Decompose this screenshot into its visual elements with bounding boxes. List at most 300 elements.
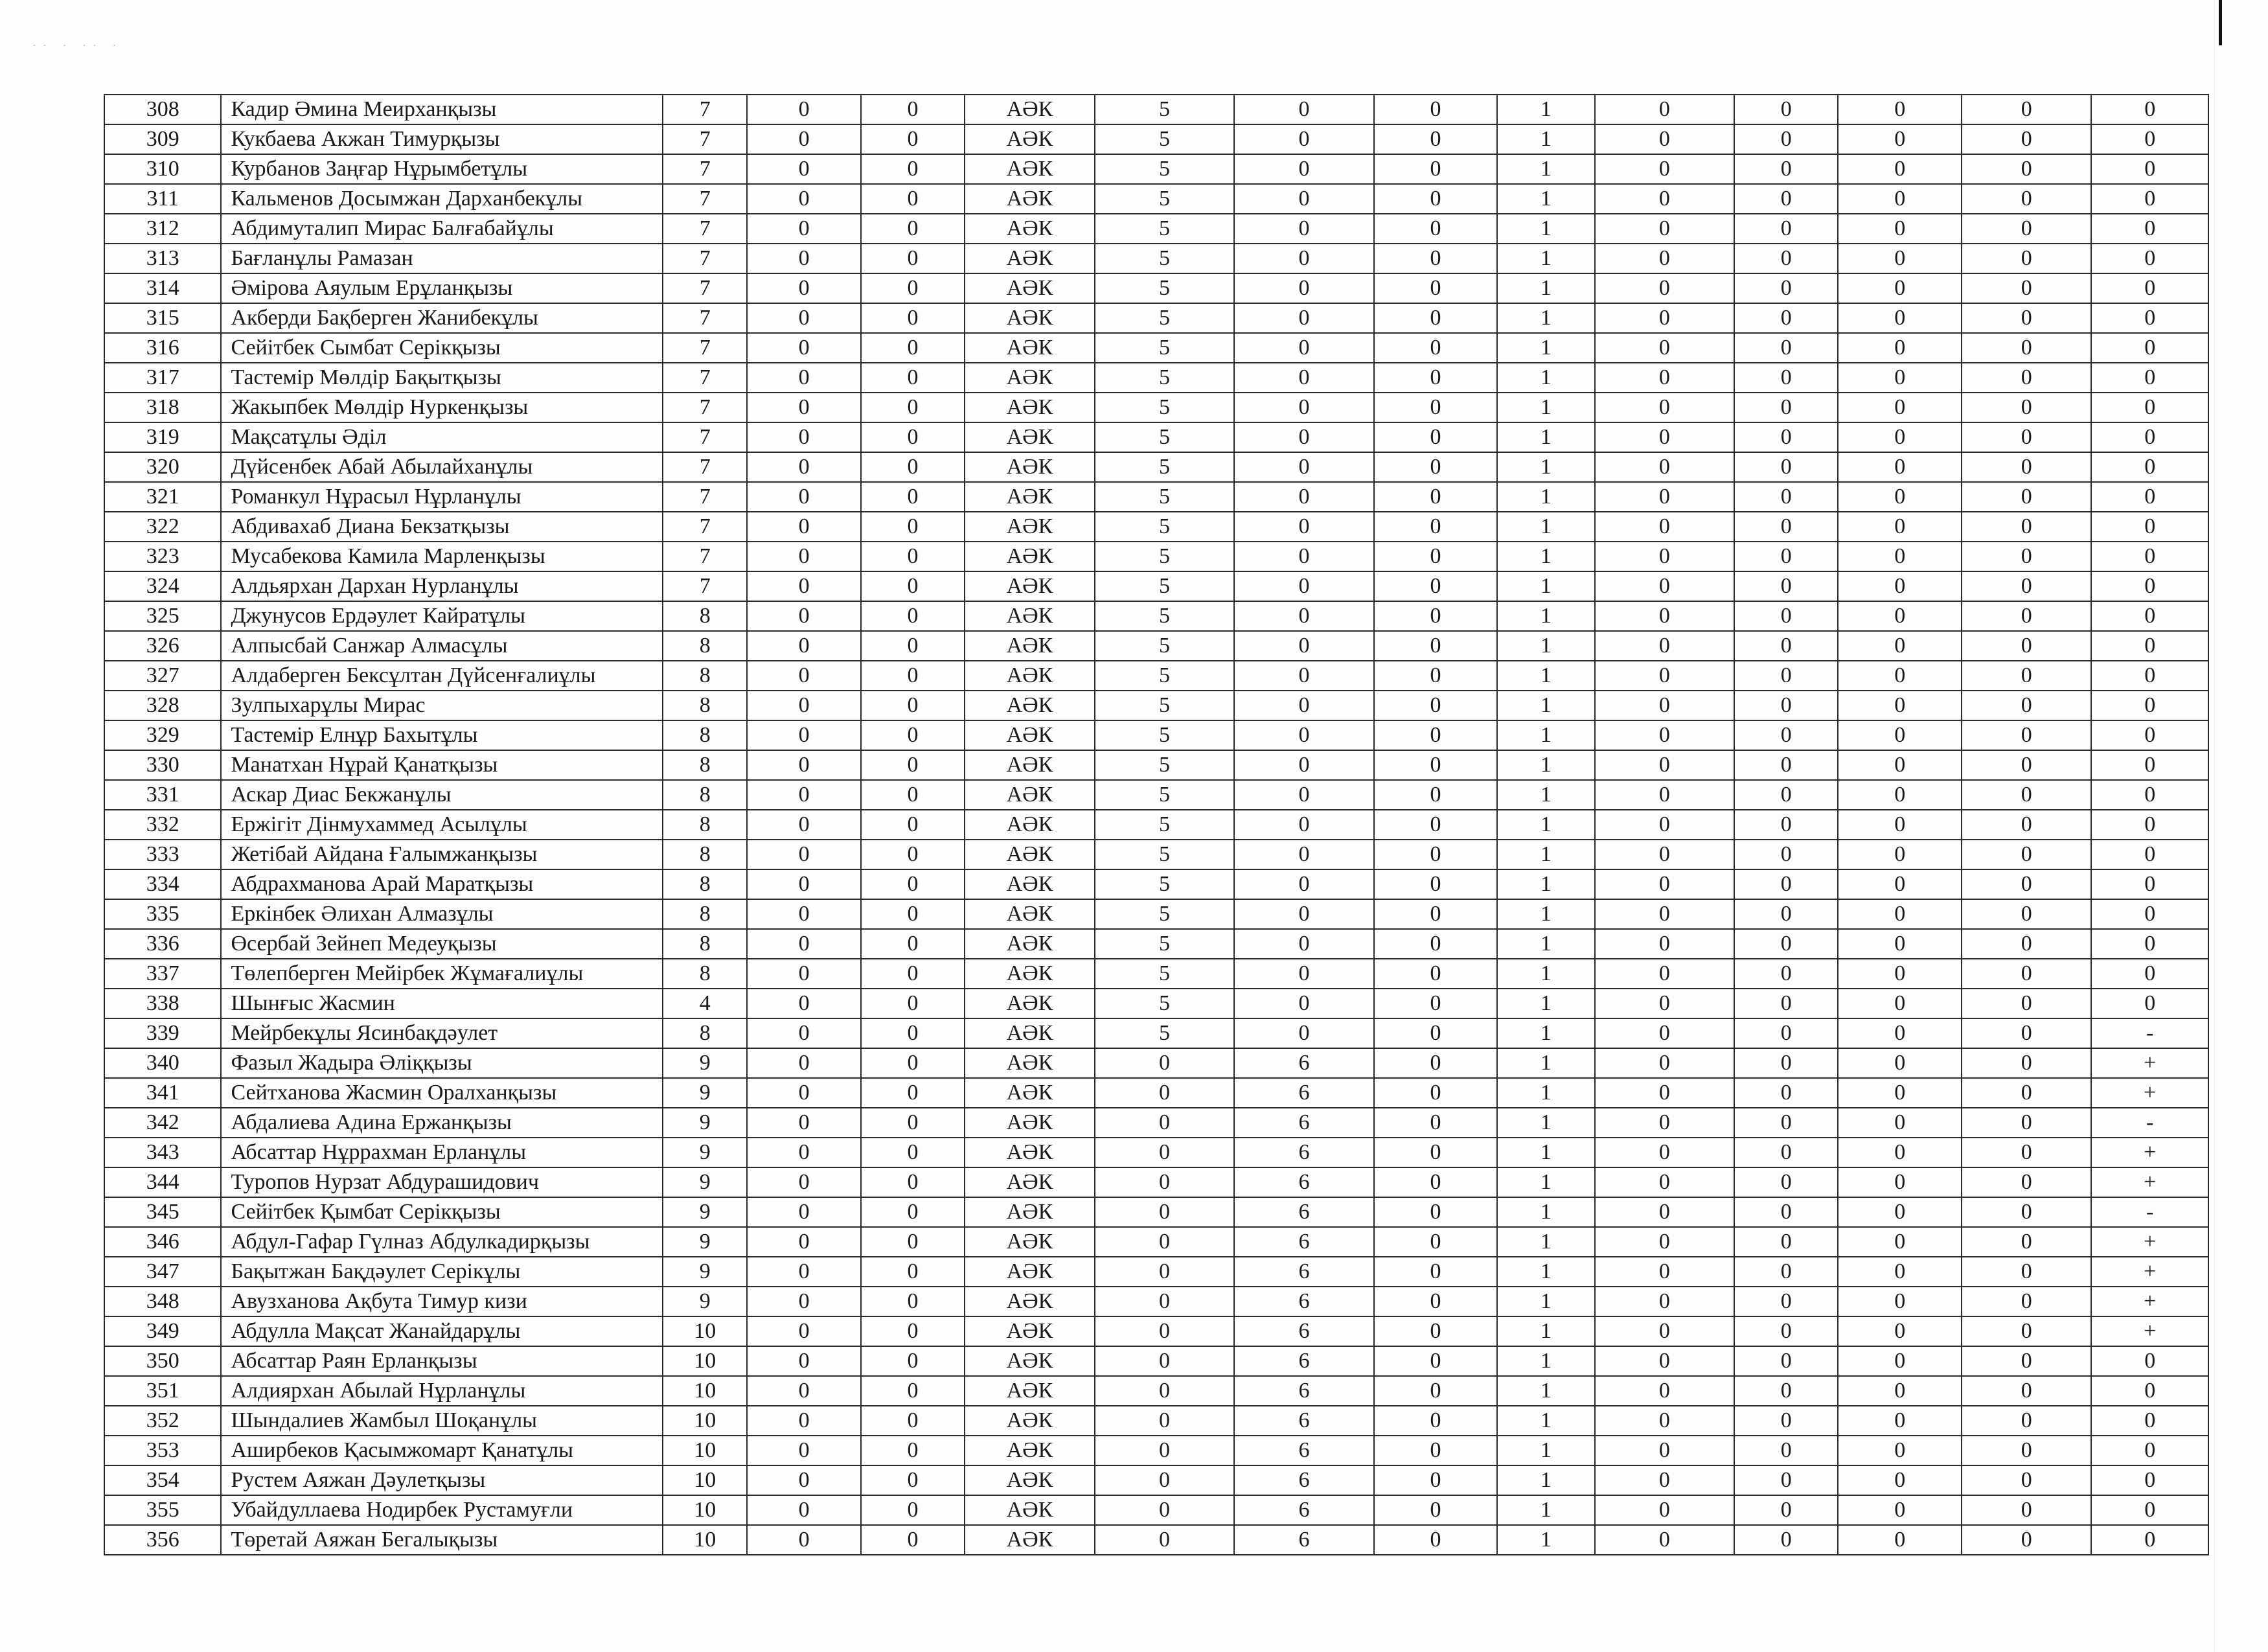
row-number-cell: 356: [104, 1525, 221, 1555]
col-11-cell: 0: [1595, 869, 1735, 899]
col-8-cell: 6: [1234, 1287, 1374, 1316]
col-8-cell: 0: [1234, 929, 1374, 959]
student-name-cell: Өсербай Зейнеп Медеуқызы: [221, 929, 663, 959]
col-9-cell: 0: [1374, 869, 1497, 899]
col-9-cell: 0: [1374, 1167, 1497, 1197]
col-14-cell: 0: [1962, 512, 2091, 542]
row-number-cell: 350: [104, 1346, 221, 1376]
col-5-cell: 0: [861, 542, 965, 571]
col-5-cell: 0: [861, 840, 965, 869]
col-9-cell: 0: [1374, 393, 1497, 422]
col-10-cell: 1: [1497, 542, 1594, 571]
col-9-cell: 0: [1374, 1465, 1497, 1495]
table-row: [104, 1465, 2208, 1495]
col-9-cell: 0: [1374, 1257, 1497, 1287]
col-5-cell: 0: [861, 601, 965, 631]
table-body: [104, 95, 2208, 1555]
col-9-cell: 0: [1374, 512, 1497, 542]
language-cell: АӘК: [965, 1465, 1094, 1495]
col-11-cell: 0: [1595, 363, 1735, 393]
col-11-cell: 0: [1595, 482, 1735, 512]
col-5-cell: 0: [861, 989, 965, 1018]
col-12-cell: 0: [1734, 1197, 1838, 1227]
col-9-cell: 0: [1374, 1376, 1497, 1406]
grade-cell: 7: [663, 154, 747, 184]
col-15-cell: 0: [2091, 482, 2208, 512]
language-cell: АӘК: [965, 1495, 1094, 1525]
col-4-cell: 0: [747, 1346, 860, 1376]
col-14-cell: 0: [1962, 1227, 2091, 1257]
col-8-cell: 0: [1234, 810, 1374, 840]
col-10-cell: 1: [1497, 1048, 1594, 1078]
language-cell: АӘК: [965, 1197, 1094, 1227]
col-9-cell: 0: [1374, 452, 1497, 482]
grade-cell: 8: [663, 899, 747, 929]
col-11-cell: 0: [1595, 661, 1735, 691]
col-7-cell: 5: [1095, 780, 1235, 810]
col-11-cell: 0: [1595, 571, 1735, 601]
col-5-cell: 0: [861, 661, 965, 691]
col-14-cell: 0: [1962, 542, 2091, 571]
col-11-cell: 0: [1595, 1018, 1735, 1048]
col-15-cell: 0: [2091, 571, 2208, 601]
col-9-cell: 0: [1374, 1495, 1497, 1525]
grade-cell: 10: [663, 1316, 747, 1346]
col-7-cell: 0: [1095, 1495, 1235, 1525]
scan-edge-mark: [2219, 0, 2222, 45]
grade-cell: 8: [663, 810, 747, 840]
language-cell: АӘК: [965, 512, 1094, 542]
grade-cell: 8: [663, 1018, 747, 1048]
student-name-cell: Тастемір Мөлдір Бақытқызы: [221, 363, 663, 393]
col-7-cell: 5: [1095, 393, 1235, 422]
col-11-cell: 0: [1595, 1465, 1735, 1495]
grade-cell: 7: [663, 124, 747, 154]
col-14-cell: 0: [1962, 571, 2091, 601]
col-5-cell: 0: [861, 631, 965, 661]
student-name-cell: Зулпыхарұлы Мирас: [221, 691, 663, 720]
col-15-cell: 0: [2091, 422, 2208, 452]
col-12-cell: 0: [1734, 124, 1838, 154]
col-9-cell: 0: [1374, 482, 1497, 512]
col-4-cell: 0: [747, 393, 860, 422]
col-11-cell: 0: [1595, 601, 1735, 631]
col-4-cell: 0: [747, 1376, 860, 1406]
col-4-cell: 0: [747, 1316, 860, 1346]
table-row: [104, 750, 2208, 780]
col-14-cell: 0: [1962, 869, 2091, 899]
table-row: [104, 303, 2208, 333]
col-8-cell: 6: [1234, 1197, 1374, 1227]
language-cell: АӘК: [965, 750, 1094, 780]
col-13-cell: 0: [1838, 899, 1961, 929]
col-14-cell: 0: [1962, 1257, 2091, 1287]
col-4-cell: 0: [747, 571, 860, 601]
student-name-cell: Дүйсенбек Абай Абылайханұлы: [221, 452, 663, 482]
col-12-cell: 0: [1734, 869, 1838, 899]
col-13-cell: 0: [1838, 1406, 1961, 1436]
col-13-cell: 0: [1838, 959, 1961, 989]
col-13-cell: 0: [1838, 929, 1961, 959]
student-name-cell: Манатхан Нұрай Қанатқызы: [221, 750, 663, 780]
table-row: [104, 244, 2208, 273]
col-11-cell: 0: [1595, 1048, 1735, 1078]
row-number-cell: 331: [104, 780, 221, 810]
col-5-cell: 0: [861, 333, 965, 363]
row-number-cell: 314: [104, 273, 221, 303]
language-cell: АӘК: [965, 1257, 1094, 1287]
language-cell: АӘК: [965, 303, 1094, 333]
col-14-cell: 0: [1962, 333, 2091, 363]
student-name-cell: Сейітбек Сымбат Серікқызы: [221, 333, 663, 363]
grade-cell: 10: [663, 1406, 747, 1436]
table-row: [104, 124, 2208, 154]
table-row: [104, 989, 2208, 1018]
col-11-cell: 0: [1595, 95, 1735, 124]
student-name-cell: Мақсатұлы Әділ: [221, 422, 663, 452]
col-12-cell: 0: [1734, 1525, 1838, 1555]
col-13-cell: 0: [1838, 422, 1961, 452]
table-row: [104, 601, 2208, 631]
row-number-cell: 322: [104, 512, 221, 542]
table-row: [104, 422, 2208, 452]
col-14-cell: 0: [1962, 124, 2091, 154]
col-15-cell: +: [2091, 1287, 2208, 1316]
col-9-cell: 0: [1374, 1018, 1497, 1048]
col-8-cell: 6: [1234, 1525, 1374, 1555]
col-15-cell: 0: [2091, 929, 2208, 959]
col-5-cell: 0: [861, 869, 965, 899]
grade-cell: 10: [663, 1465, 747, 1495]
student-name-cell: Абдимуталип Мирас Балғабайұлы: [221, 214, 663, 244]
col-10-cell: 1: [1497, 452, 1594, 482]
table-row: [104, 631, 2208, 661]
table-row: [104, 1287, 2208, 1316]
col-10-cell: 1: [1497, 1197, 1594, 1227]
row-number-cell: 351: [104, 1376, 221, 1406]
col-5-cell: 0: [861, 95, 965, 124]
col-7-cell: 5: [1095, 214, 1235, 244]
col-4-cell: 0: [747, 661, 860, 691]
language-cell: АӘК: [965, 244, 1094, 273]
student-name-cell: Фазыл Жадыра Әліққызы: [221, 1048, 663, 1078]
col-9-cell: 0: [1374, 124, 1497, 154]
col-11-cell: 0: [1595, 959, 1735, 989]
row-number-cell: 326: [104, 631, 221, 661]
language-cell: АӘК: [965, 631, 1094, 661]
col-4-cell: 0: [747, 899, 860, 929]
col-10-cell: 1: [1497, 482, 1594, 512]
col-8-cell: 0: [1234, 482, 1374, 512]
col-8-cell: 6: [1234, 1465, 1374, 1495]
col-8-cell: 0: [1234, 214, 1374, 244]
col-13-cell: 0: [1838, 452, 1961, 482]
table-row: [104, 512, 2208, 542]
col-4-cell: 0: [747, 1078, 860, 1108]
col-7-cell: 5: [1095, 333, 1235, 363]
student-name-cell: Кадир Әмина Меирханқызы: [221, 95, 663, 124]
col-5-cell: 0: [861, 959, 965, 989]
row-number-cell: 334: [104, 869, 221, 899]
col-14-cell: 0: [1962, 720, 2091, 750]
col-13-cell: 0: [1838, 869, 1961, 899]
language-cell: АӘК: [965, 810, 1094, 840]
col-11-cell: 0: [1595, 1257, 1735, 1287]
table-row: [104, 1376, 2208, 1406]
col-15-cell: 0: [2091, 1465, 2208, 1495]
col-11-cell: 0: [1595, 393, 1735, 422]
col-7-cell: 5: [1095, 840, 1235, 869]
col-7-cell: 0: [1095, 1436, 1235, 1465]
language-cell: АӘК: [965, 1138, 1094, 1167]
col-12-cell: 0: [1734, 512, 1838, 542]
row-number-cell: 330: [104, 750, 221, 780]
col-4-cell: 0: [747, 929, 860, 959]
col-4-cell: 0: [747, 1138, 860, 1167]
col-7-cell: 0: [1095, 1257, 1235, 1287]
col-10-cell: 1: [1497, 1227, 1594, 1257]
row-number-cell: 336: [104, 929, 221, 959]
col-10-cell: 1: [1497, 1436, 1594, 1465]
col-10-cell: 1: [1497, 1316, 1594, 1346]
col-13-cell: 0: [1838, 1227, 1961, 1257]
col-9-cell: 0: [1374, 989, 1497, 1018]
col-12-cell: 0: [1734, 571, 1838, 601]
col-4-cell: 0: [747, 720, 860, 750]
language-cell: АӘК: [965, 869, 1094, 899]
col-10-cell: 1: [1497, 1138, 1594, 1167]
col-5-cell: 0: [861, 393, 965, 422]
col-15-cell: 0: [2091, 631, 2208, 661]
col-11-cell: 0: [1595, 244, 1735, 273]
col-15-cell: 0: [2091, 363, 2208, 393]
col-14-cell: 0: [1962, 1346, 2091, 1376]
col-15-cell: 0: [2091, 273, 2208, 303]
col-11-cell: 0: [1595, 1287, 1735, 1316]
col-15-cell: 0: [2091, 95, 2208, 124]
col-15-cell: +: [2091, 1138, 2208, 1167]
col-12-cell: 0: [1734, 303, 1838, 333]
student-name-cell: Алдиярхан Абылай Нұрланұлы: [221, 1376, 663, 1406]
table-row: [104, 1108, 2208, 1138]
col-8-cell: 0: [1234, 95, 1374, 124]
scan-speckles: ·· · ·· ·: [32, 39, 123, 52]
col-4-cell: 0: [747, 840, 860, 869]
language-cell: АӘК: [965, 1227, 1094, 1257]
table-row: [104, 1495, 2208, 1525]
col-9-cell: 0: [1374, 273, 1497, 303]
col-15-cell: 0: [2091, 124, 2208, 154]
col-9-cell: 0: [1374, 661, 1497, 691]
table-row: [104, 393, 2208, 422]
col-12-cell: 0: [1734, 780, 1838, 810]
col-15-cell: 0: [2091, 333, 2208, 363]
col-9-cell: 0: [1374, 214, 1497, 244]
col-9-cell: 0: [1374, 1525, 1497, 1555]
student-name-cell: Бақытжан Бақдәулет Серікұлы: [221, 1257, 663, 1287]
student-name-cell: Жакыпбек Мөлдір Нуркенқызы: [221, 393, 663, 422]
table-row: [104, 1346, 2208, 1376]
col-9-cell: 0: [1374, 1406, 1497, 1436]
col-5-cell: 0: [861, 929, 965, 959]
col-4-cell: 0: [747, 1108, 860, 1138]
col-14-cell: 0: [1962, 1018, 2091, 1048]
col-12-cell: 0: [1734, 1465, 1838, 1495]
col-8-cell: 0: [1234, 661, 1374, 691]
grade-cell: 7: [663, 214, 747, 244]
col-11-cell: 0: [1595, 750, 1735, 780]
student-name-cell: Абсаттар Раян Ерланқызы: [221, 1346, 663, 1376]
col-10-cell: 1: [1497, 1525, 1594, 1555]
col-11-cell: 0: [1595, 1197, 1735, 1227]
grade-cell: 8: [663, 720, 747, 750]
col-4-cell: 0: [747, 184, 860, 214]
col-4-cell: 0: [747, 1018, 860, 1048]
student-name-cell: Жетібай Айдана Ғалымжанқызы: [221, 840, 663, 869]
col-14-cell: 0: [1962, 244, 2091, 273]
col-11-cell: 0: [1595, 1346, 1735, 1376]
col-10-cell: 1: [1497, 810, 1594, 840]
col-5-cell: 0: [861, 452, 965, 482]
row-number-cell: 355: [104, 1495, 221, 1525]
col-5-cell: 0: [861, 184, 965, 214]
col-14-cell: 0: [1962, 929, 2091, 959]
table-row: [104, 214, 2208, 244]
table-row: [104, 482, 2208, 512]
col-14-cell: 0: [1962, 959, 2091, 989]
student-name-cell: Кукбаева Акжан Тимурқызы: [221, 124, 663, 154]
col-11-cell: 0: [1595, 303, 1735, 333]
col-10-cell: 1: [1497, 1346, 1594, 1376]
col-10-cell: 1: [1497, 1018, 1594, 1048]
col-11-cell: 0: [1595, 1108, 1735, 1138]
language-cell: АӘК: [965, 780, 1094, 810]
col-10-cell: 1: [1497, 422, 1594, 452]
col-7-cell: 5: [1095, 303, 1235, 333]
col-12-cell: 0: [1734, 363, 1838, 393]
grade-cell: 7: [663, 363, 747, 393]
col-8-cell: 6: [1234, 1436, 1374, 1465]
language-cell: АӘК: [965, 393, 1094, 422]
col-13-cell: 0: [1838, 661, 1961, 691]
col-4-cell: 0: [747, 810, 860, 840]
col-7-cell: 5: [1095, 512, 1235, 542]
col-11-cell: 0: [1595, 691, 1735, 720]
row-number-cell: 312: [104, 214, 221, 244]
col-15-cell: +: [2091, 1048, 2208, 1078]
language-cell: АӘК: [965, 184, 1094, 214]
col-4-cell: 0: [747, 422, 860, 452]
col-9-cell: 0: [1374, 780, 1497, 810]
student-name-cell: Абдул-Гафар Гүлназ Абдулкадирқызы: [221, 1227, 663, 1257]
col-9-cell: 0: [1374, 840, 1497, 869]
col-11-cell: 0: [1595, 1406, 1735, 1436]
grade-cell: 8: [663, 869, 747, 899]
col-15-cell: 0: [2091, 512, 2208, 542]
student-name-cell: Аскар Диас Бекжанұлы: [221, 780, 663, 810]
language-cell: АӘК: [965, 273, 1094, 303]
col-5-cell: 0: [861, 482, 965, 512]
col-4-cell: 0: [747, 1406, 860, 1436]
col-11-cell: 0: [1595, 512, 1735, 542]
language-cell: АӘК: [965, 1346, 1094, 1376]
col-4-cell: 0: [747, 959, 860, 989]
student-name-cell: Тастемір Елнұр Бахытұлы: [221, 720, 663, 750]
student-name-cell: Абдрахманова Арай Маратқызы: [221, 869, 663, 899]
col-11-cell: 0: [1595, 840, 1735, 869]
col-9-cell: 0: [1374, 1227, 1497, 1257]
col-13-cell: 0: [1838, 244, 1961, 273]
col-13-cell: 0: [1838, 1257, 1961, 1287]
col-10-cell: 1: [1497, 899, 1594, 929]
col-7-cell: 5: [1095, 482, 1235, 512]
col-9-cell: 0: [1374, 244, 1497, 273]
col-9-cell: 0: [1374, 542, 1497, 571]
col-10-cell: 1: [1497, 750, 1594, 780]
col-10-cell: 1: [1497, 333, 1594, 363]
grade-cell: 7: [663, 244, 747, 273]
grade-cell: 7: [663, 333, 747, 363]
col-8-cell: 0: [1234, 393, 1374, 422]
col-5-cell: 0: [861, 1316, 965, 1346]
col-5-cell: 0: [861, 1406, 965, 1436]
language-cell: АӘК: [965, 124, 1094, 154]
col-5-cell: 0: [861, 780, 965, 810]
col-13-cell: 0: [1838, 1018, 1961, 1048]
col-7-cell: 0: [1095, 1406, 1235, 1436]
col-13-cell: 0: [1838, 1138, 1961, 1167]
col-15-cell: 0: [2091, 1436, 2208, 1465]
row-number-cell: 333: [104, 840, 221, 869]
language-cell: АӘК: [965, 959, 1094, 989]
col-15-cell: 0: [2091, 750, 2208, 780]
col-13-cell: 0: [1838, 1197, 1961, 1227]
col-9-cell: 0: [1374, 750, 1497, 780]
col-10-cell: 1: [1497, 363, 1594, 393]
col-5-cell: 0: [861, 1018, 965, 1048]
table-row: [104, 452, 2208, 482]
row-number-cell: 335: [104, 899, 221, 929]
student-name-cell: Шынғыс Жасмин: [221, 989, 663, 1018]
table-row: [104, 840, 2208, 869]
col-13-cell: 0: [1838, 571, 1961, 601]
col-4-cell: 0: [747, 1525, 860, 1555]
col-7-cell: 5: [1095, 571, 1235, 601]
col-8-cell: 0: [1234, 571, 1374, 601]
col-14-cell: 0: [1962, 810, 2091, 840]
col-10-cell: 1: [1497, 1078, 1594, 1108]
language-cell: АӘК: [965, 601, 1094, 631]
col-7-cell: 5: [1095, 273, 1235, 303]
col-10-cell: 1: [1497, 244, 1594, 273]
col-10-cell: 1: [1497, 780, 1594, 810]
col-10-cell: 1: [1497, 959, 1594, 989]
col-11-cell: 0: [1595, 929, 1735, 959]
col-14-cell: 0: [1962, 840, 2091, 869]
col-15-cell: 0: [2091, 810, 2208, 840]
col-5-cell: 0: [861, 1525, 965, 1555]
grade-cell: 7: [663, 571, 747, 601]
grade-cell: 9: [663, 1048, 747, 1078]
table-row: [104, 1227, 2208, 1257]
grade-cell: 8: [663, 929, 747, 959]
col-5-cell: 0: [861, 1287, 965, 1316]
row-number-cell: 323: [104, 542, 221, 571]
col-4-cell: 0: [747, 1436, 860, 1465]
col-5-cell: 0: [861, 1495, 965, 1525]
row-number-cell: 317: [104, 363, 221, 393]
grade-cell: 8: [663, 840, 747, 869]
